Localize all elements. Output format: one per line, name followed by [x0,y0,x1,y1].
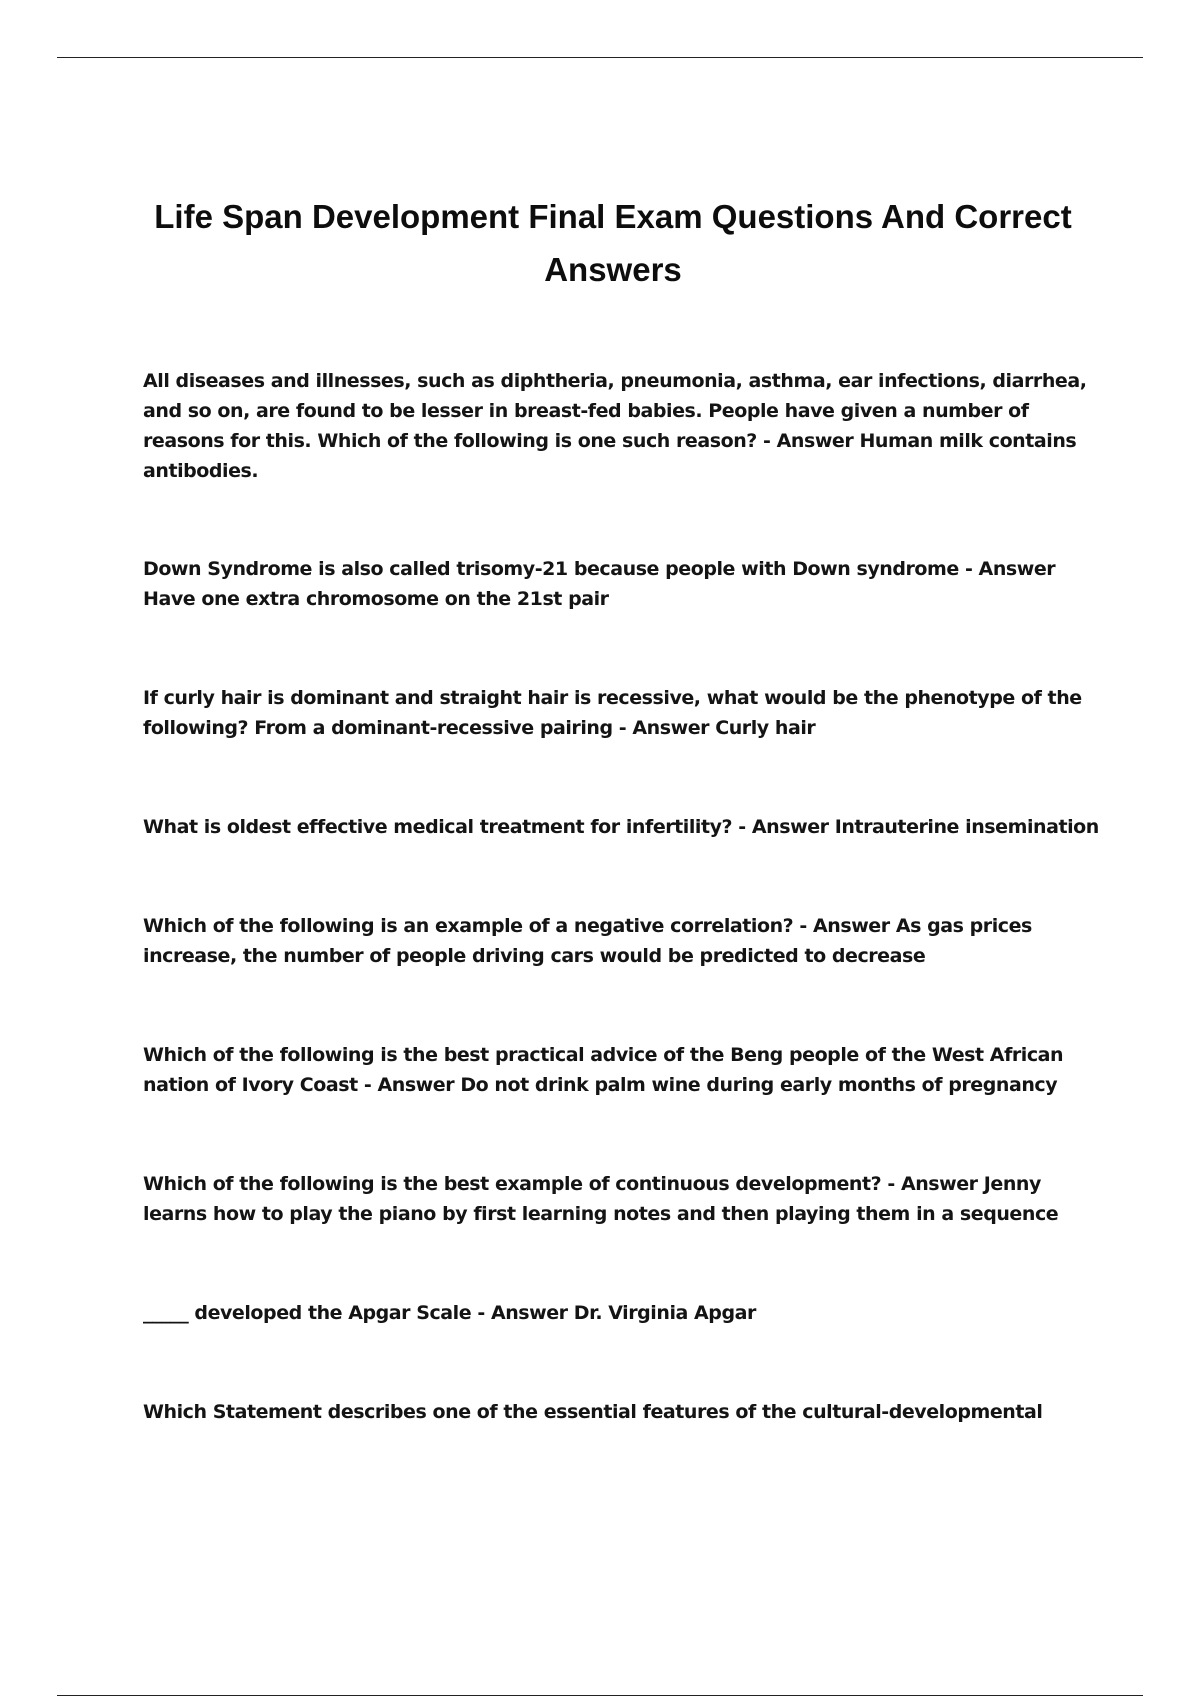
qa-item-9 [143,1397,1103,1427]
question-text: Which of the following is an example of a negative correlation? [143,915,794,937]
answer-separator: - Answer [612,717,716,739]
question-text: What is oldest effective medical treatment for infertility? [143,816,733,838]
answer-separator: - Answer [793,915,896,937]
question-text: Which of the following is the best practical advice of the Beng people of the West African nation of Ivory Coast [143,1044,1064,1096]
answer-separator: - Answer [756,430,860,452]
question-text: _____ developed the Apgar Scale [143,1302,472,1324]
qa-item-3 [143,683,1103,743]
answer-separator: - Answer [881,1173,984,1195]
qa-item-8 [143,1298,1103,1328]
top-divider [57,57,1143,58]
question-text: All diseases and illnesses, such as diphtheria, pneumonia, asthma, ear infections, diarrhea, and so on, are found to be lesser in breast-fed babies. People have given a number of reasons for this. Which of the following is one such reason? [143,370,1087,452]
question-text: Down Syndrome is also called trisomy-21 because people with Down syndrome [143,558,959,580]
question-text: If curly hair is dominant and straight hair is recessive, what would be the phenotype of the following? From a dominant-recessive pairing [143,687,1082,739]
answer-text: Jenny learns how to play the piano by first learning notes and then playing them in a sequence [143,1173,1059,1225]
answer-text: Intrauterine insemination [834,816,1099,838]
qa-list [143,366,1103,1427]
bottom-divider [57,1695,1143,1696]
qa-item-7 [143,1169,1103,1229]
question-text: Which of the following is the best example of continuous development? [143,1173,882,1195]
qa-item-1 [143,366,1103,486]
qa-item-6 [143,1040,1103,1100]
answer-text: Have one extra chromosome on the 21st pair [143,588,609,610]
answer-separator: - Answer [732,816,835,838]
answer-separator: - Answer [357,1074,461,1096]
answer-text: Do not drink palm wine during early months of pregnancy [460,1074,1058,1096]
answer-text: Curly hair [715,717,816,739]
answer-text: Dr. Virginia Apgar [573,1302,756,1324]
document-title: Life Span Development Final Exam Questions And Correct Answers [154,198,1072,288]
qa-item-4 [143,812,1103,842]
answer-text: As gas prices increase, the number of people driving cars would be predicted to decrease [143,915,1032,967]
question-text: Which Statement describes one of the essential features of the cultural-developmental [143,1401,1043,1423]
answer-separator: - Answer [958,558,1056,580]
answer-separator: - Answer [471,1302,574,1324]
qa-item-2 [143,554,1103,614]
answer-text: Human milk contains antibodies. [143,430,1077,482]
qa-item-5 [143,911,1103,971]
